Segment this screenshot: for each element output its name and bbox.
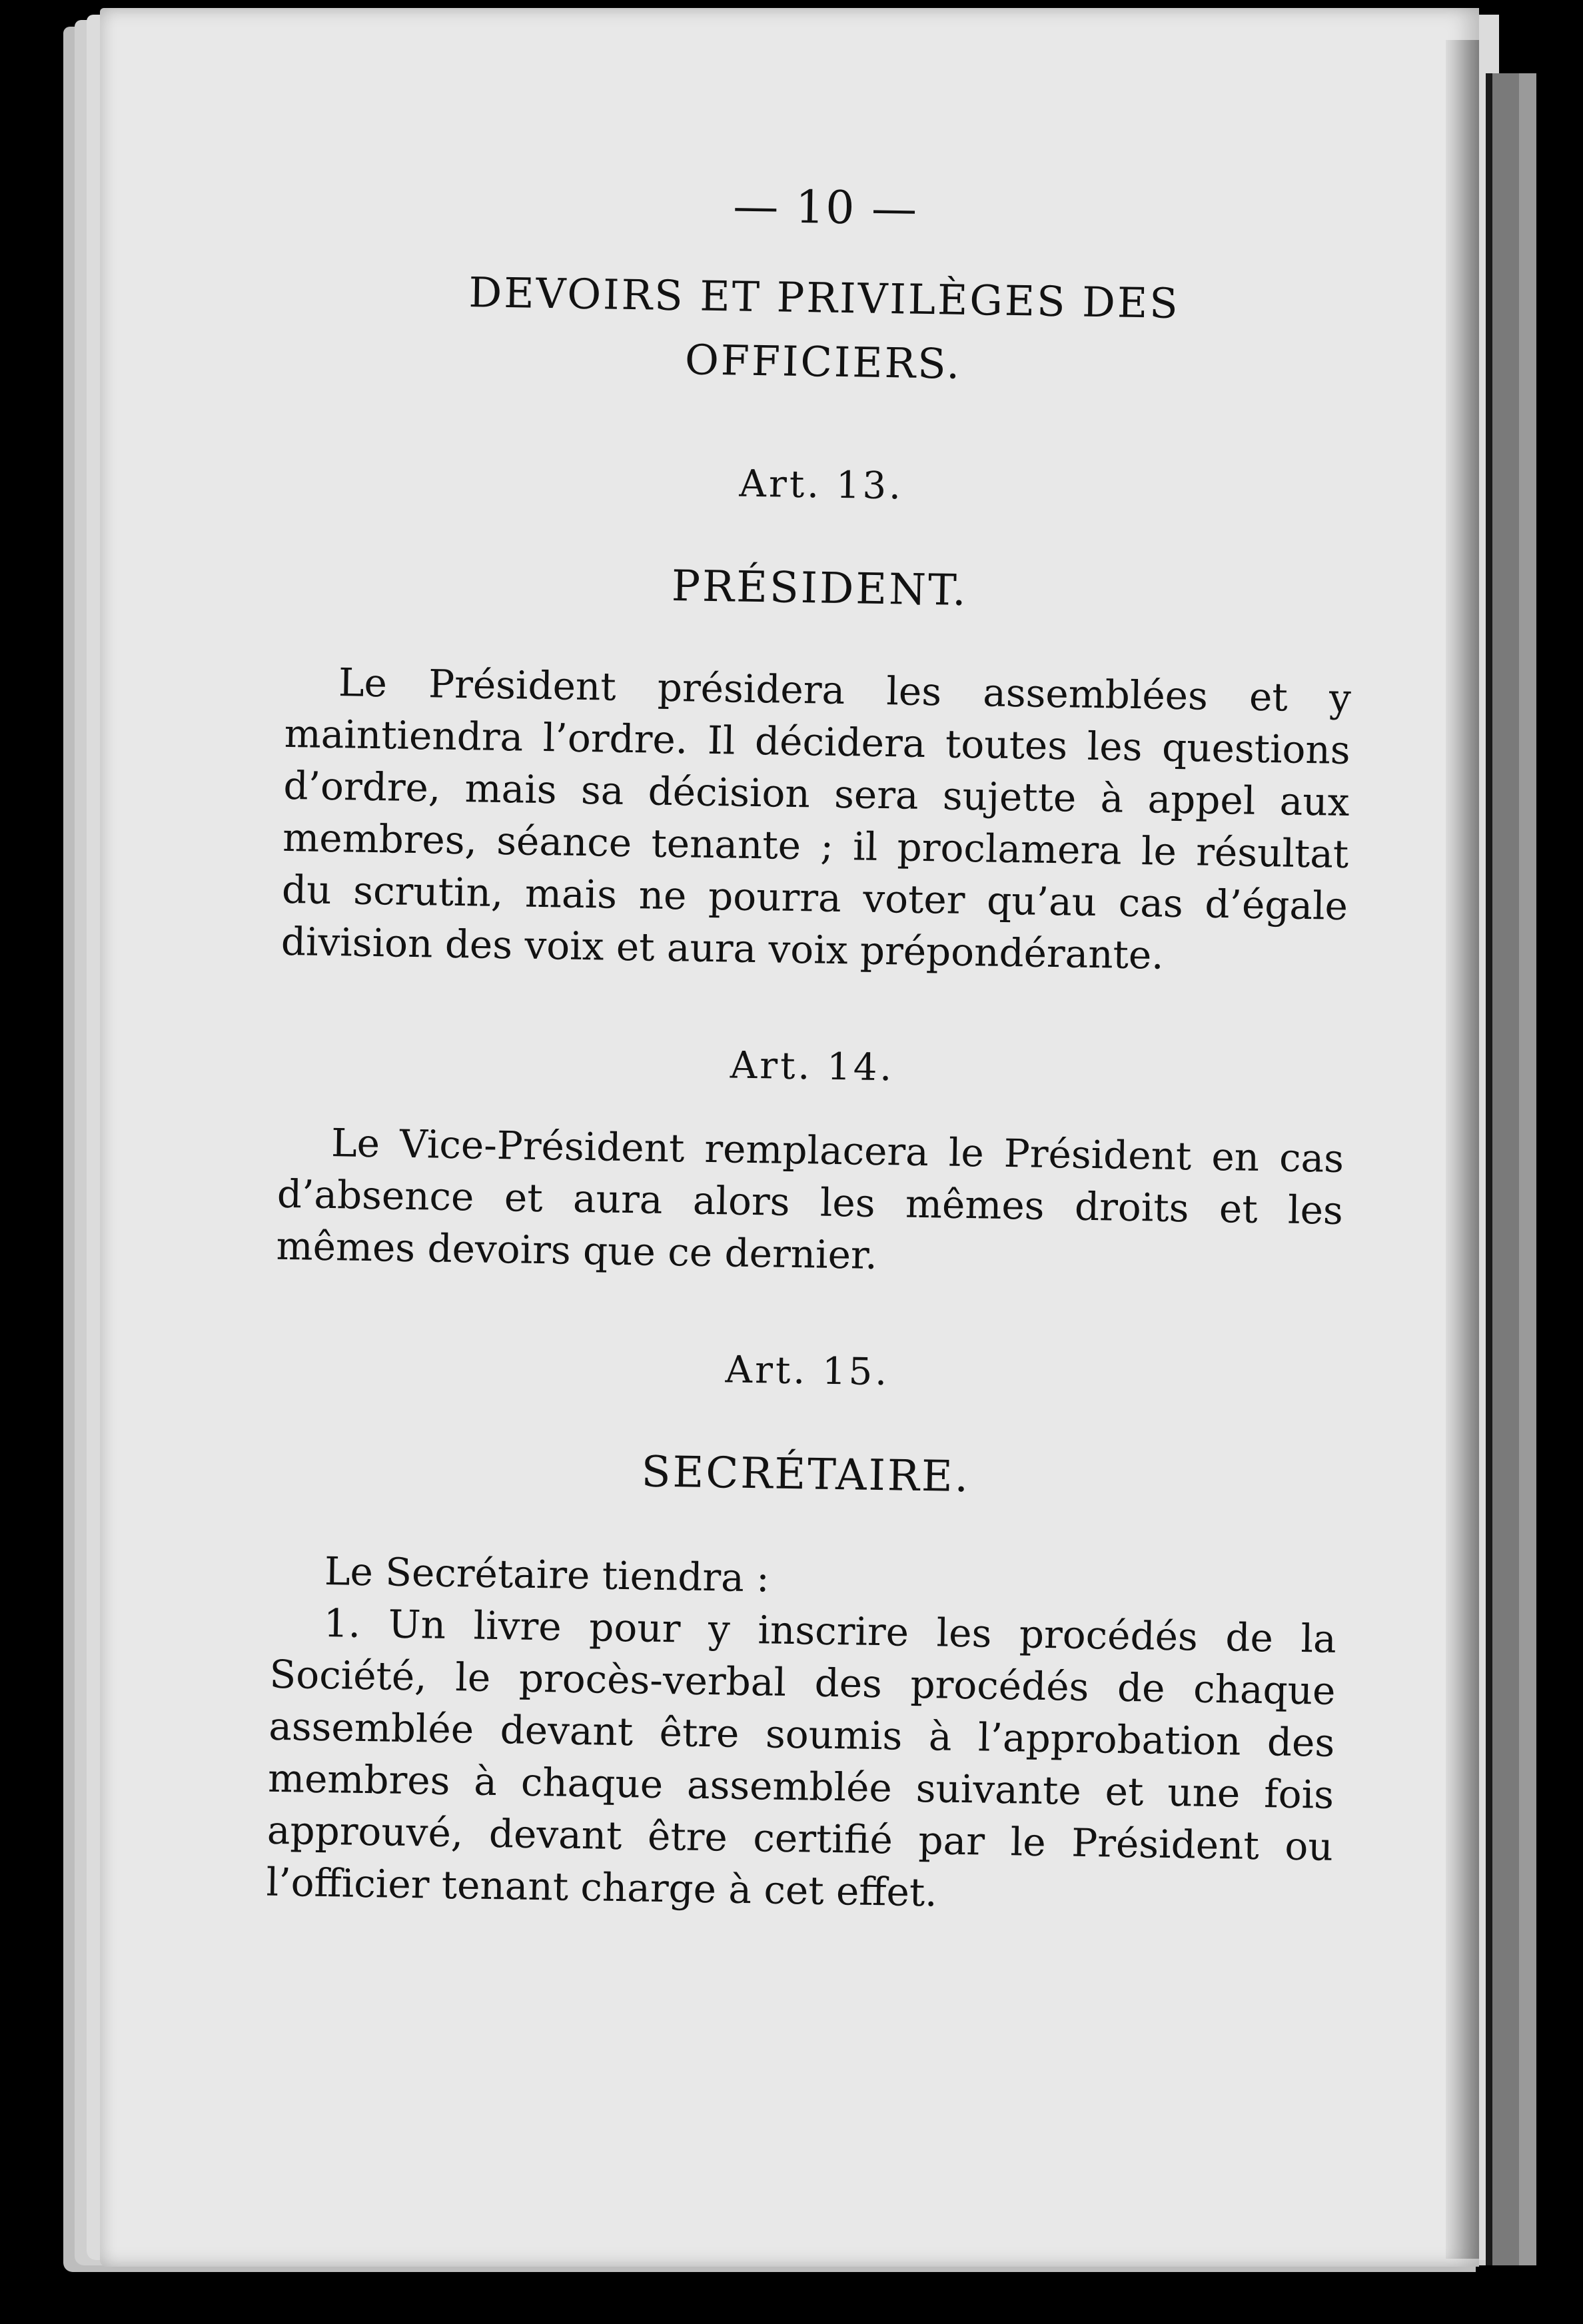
- article-15-item-1: 1. Un livre pour y inscrire les procédés de la Société, le procès-verbal des procédés de chaque assemblée devant être soumis à l’approbation des membres à chaque assemblée suivante et une fois approuvé, devant être certifié par le Président ou l’officier tenant charge à cet effet.: [266, 1600, 1337, 1916]
- facing-page-edge: [1486, 73, 1536, 2265]
- page-heading-line2: OFFICIERS.: [684, 335, 962, 388]
- article-14-label: Art. 14.: [730, 1043, 895, 1090]
- article-13-label: Art. 13.: [739, 462, 904, 508]
- article-13-text: Le Président présidera les assemblées et y maintiendra l’ordre. Il décidera toutes les questions d’ordre, mais sa décision sera sujette à appel aux membres, séance tenante ; il proclamera le résultat du scrutin, mais ne pourra voter qu’au cas d’égale division des voix et aura voix prépondérante.: [280, 660, 1352, 978]
- article-15-intro: Le Secrétaire tiendra :: [324, 1548, 770, 1601]
- page-number: — 10 —: [732, 180, 919, 236]
- page-heading-line1: DEVOIRS ET PRIVILÈGES DES: [468, 268, 1181, 328]
- facing-page-border: [1519, 73, 1536, 2265]
- page-text: [266, 173, 1359, 1925]
- article-14-text: Le Vice-Président remplacera le Président en cas d’absence et aura alors les mêmes droits et les mêmes devoirs que ce dernier.: [276, 1120, 1344, 1278]
- article-13-title: PRÉSIDENT.: [671, 562, 969, 616]
- article-15-label: Art. 15.: [725, 1348, 890, 1395]
- gutter-shadow: [1446, 40, 1479, 2259]
- article-15-title: SECRÉTAIRE.: [641, 1447, 971, 1502]
